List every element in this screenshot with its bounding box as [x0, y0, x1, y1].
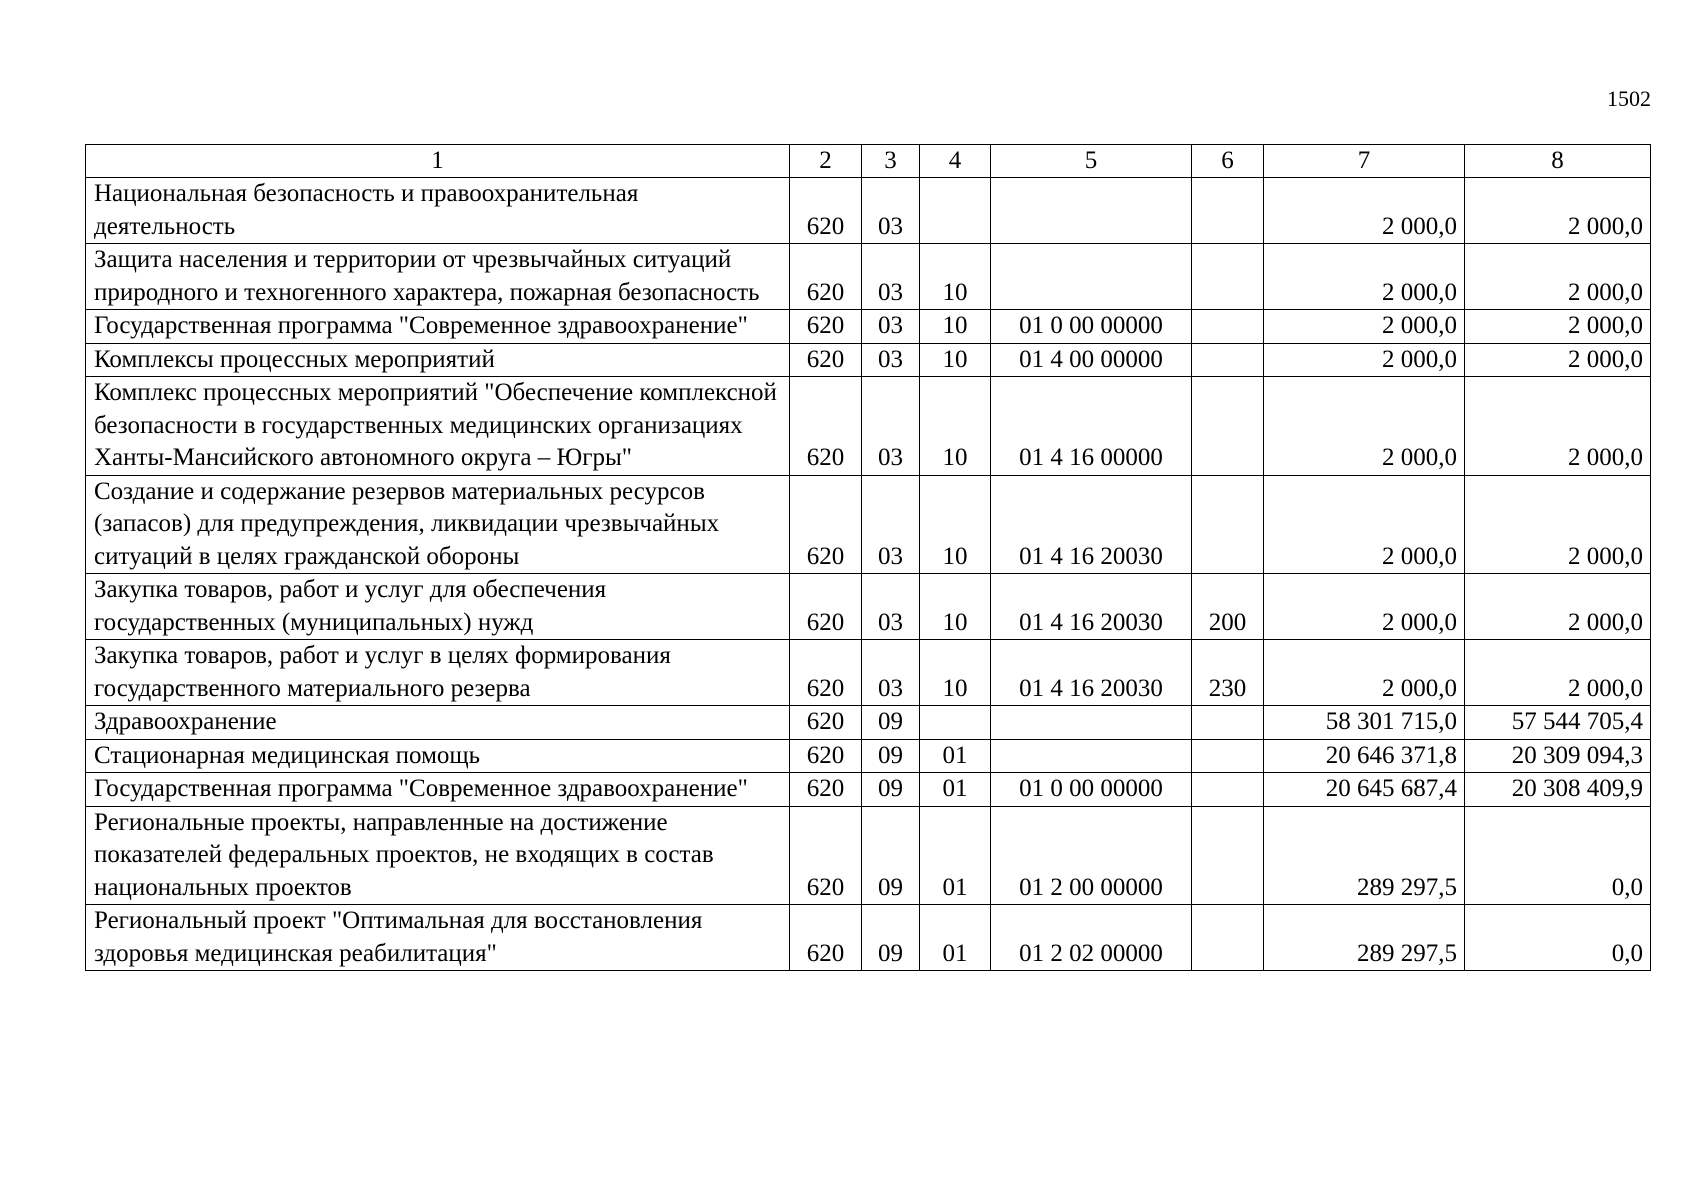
- row-expense-type-cell: [1192, 343, 1264, 377]
- table-row: [86, 640, 1651, 706]
- row-expense-type-cell: [1192, 244, 1264, 310]
- row-subsection-cell: 10: [920, 343, 991, 377]
- row-subsection-cell: 10: [920, 574, 991, 640]
- row-amount-1-cell: 20 645 687,4: [1264, 773, 1465, 807]
- row-amount-2-cell: 0,0: [1465, 905, 1651, 971]
- row-target-article-cell: [991, 739, 1192, 773]
- row-expense-type-cell: [1192, 706, 1264, 740]
- row-ved-cell: 620: [790, 706, 862, 740]
- row-subsection-cell: 10: [920, 475, 991, 574]
- row-subsection-cell: 01: [920, 905, 991, 971]
- row-expense-type-cell: [1192, 475, 1264, 574]
- row-ved-cell: 620: [790, 640, 862, 706]
- column-header: 4: [920, 145, 991, 178]
- table-row: [86, 905, 1651, 971]
- row-amount-1-cell: 2 000,0: [1264, 640, 1465, 706]
- row-ved-cell: 620: [790, 377, 862, 476]
- row-name-cell: Закупка товаров, работ и услуг для обеспечения государственных (муниципальных) нужд: [86, 574, 790, 640]
- row-amount-1-cell: 2 000,0: [1264, 343, 1465, 377]
- row-amount-1-cell: 20 646 371,8: [1264, 739, 1465, 773]
- column-header: 7: [1264, 145, 1465, 178]
- row-ved-cell: 620: [790, 310, 862, 344]
- row-expense-type-cell: [1192, 739, 1264, 773]
- row-expense-type-cell: [1192, 806, 1264, 905]
- row-subsection-cell: [920, 706, 991, 740]
- row-ved-cell: 620: [790, 574, 862, 640]
- row-target-article-cell: 01 4 16 20030: [991, 574, 1192, 640]
- column-header: 5: [991, 145, 1192, 178]
- row-expense-type-cell: [1192, 178, 1264, 244]
- table-row: [86, 244, 1651, 310]
- row-amount-1-cell: 2 000,0: [1264, 244, 1465, 310]
- row-name-cell: Национальная безопасность и правоохранительная деятельность: [86, 178, 790, 244]
- row-subsection-cell: 01: [920, 806, 991, 905]
- page-number: 1502: [1607, 86, 1651, 111]
- row-subsection-cell: 01: [920, 739, 991, 773]
- row-name-cell: Стационарная медицинская помощь: [86, 739, 790, 773]
- row-expense-type-cell: [1192, 773, 1264, 807]
- row-section-cell: 03: [862, 343, 920, 377]
- row-name-cell: Защита населения и территории от чрезвычайных ситуаций природного и техногенного характера, пожарная безопасность: [86, 244, 790, 310]
- row-amount-2-cell: 2 000,0: [1465, 640, 1651, 706]
- row-amount-2-cell: 20 309 094,3: [1465, 739, 1651, 773]
- column-header: 6: [1192, 145, 1264, 178]
- row-ved-cell: 620: [790, 178, 862, 244]
- row-section-cell: 03: [862, 310, 920, 344]
- row-amount-2-cell: 20 308 409,9: [1465, 773, 1651, 807]
- row-amount-1-cell: 2 000,0: [1264, 475, 1465, 574]
- row-amount-1-cell: 2 000,0: [1264, 377, 1465, 476]
- row-target-article-cell: 01 0 00 00000: [991, 310, 1192, 344]
- row-expense-type-cell: 230: [1192, 640, 1264, 706]
- row-amount-2-cell: 0,0: [1465, 806, 1651, 905]
- table-row: [86, 475, 1651, 574]
- row-subsection-cell: [920, 178, 991, 244]
- table-row: [86, 706, 1651, 740]
- row-subsection-cell: 10: [920, 244, 991, 310]
- row-subsection-cell: 10: [920, 377, 991, 476]
- row-name-cell: Государственная программа "Современное здравоохранение": [86, 310, 790, 344]
- row-section-cell: 03: [862, 377, 920, 476]
- row-section-cell: 09: [862, 739, 920, 773]
- row-ved-cell: 620: [790, 806, 862, 905]
- row-amount-2-cell: 2 000,0: [1465, 377, 1651, 476]
- row-amount-1-cell: 2 000,0: [1264, 574, 1465, 640]
- row-section-cell: 09: [862, 905, 920, 971]
- row-amount-2-cell: 2 000,0: [1465, 310, 1651, 344]
- row-name-cell: Здравоохранение: [86, 706, 790, 740]
- row-section-cell: 03: [862, 574, 920, 640]
- row-ved-cell: 620: [790, 773, 862, 807]
- row-section-cell: 09: [862, 773, 920, 807]
- row-amount-2-cell: 2 000,0: [1465, 343, 1651, 377]
- row-amount-2-cell: 2 000,0: [1465, 244, 1651, 310]
- row-subsection-cell: 10: [920, 640, 991, 706]
- row-name-cell: Региональный проект "Оптимальная для восстановления здоровья медицинская реабилитация": [86, 905, 790, 971]
- row-target-article-cell: [991, 706, 1192, 740]
- row-amount-1-cell: 289 297,5: [1264, 905, 1465, 971]
- row-target-article-cell: 01 2 00 00000: [991, 806, 1192, 905]
- row-target-article-cell: 01 4 16 20030: [991, 475, 1192, 574]
- row-amount-1-cell: 2 000,0: [1264, 310, 1465, 344]
- budget-table: [85, 144, 1651, 971]
- row-section-cell: 03: [862, 178, 920, 244]
- row-section-cell: 09: [862, 806, 920, 905]
- row-name-cell: Закупка товаров, работ и услуг в целях формирования государственного материального резерва: [86, 640, 790, 706]
- row-section-cell: 03: [862, 244, 920, 310]
- column-header: 1: [86, 145, 790, 178]
- column-header: 3: [862, 145, 920, 178]
- row-name-cell: Создание и содержание резервов материальных ресурсов (запасов) для предупреждения, ликвидации чрезвычайных ситуаций в целях гражданской обороны: [86, 475, 790, 574]
- table-row: [86, 377, 1651, 476]
- row-section-cell: 03: [862, 475, 920, 574]
- row-expense-type-cell: 200: [1192, 574, 1264, 640]
- table-row: [86, 574, 1651, 640]
- row-expense-type-cell: [1192, 905, 1264, 971]
- row-name-cell: Комплекс процессных мероприятий "Обеспечение комплексной безопасности в государственных медицинских организациях Ханты-Мансийского автономного округа – Югры": [86, 377, 790, 476]
- table-row: [86, 343, 1651, 377]
- table-row: [86, 806, 1651, 905]
- row-amount-2-cell: 2 000,0: [1465, 178, 1651, 244]
- table-row: [86, 178, 1651, 244]
- row-name-cell: Комплексы процессных мероприятий: [86, 343, 790, 377]
- row-target-article-cell: [991, 244, 1192, 310]
- header-row: [86, 145, 1651, 178]
- row-name-cell: Региональные проекты, направленные на достижение показателей федеральных проектов, не входящих в состав национальных проектов: [86, 806, 790, 905]
- row-target-article-cell: [991, 178, 1192, 244]
- column-header: 8: [1465, 145, 1651, 178]
- row-expense-type-cell: [1192, 310, 1264, 344]
- row-ved-cell: 620: [790, 905, 862, 971]
- row-amount-1-cell: 58 301 715,0: [1264, 706, 1465, 740]
- table-row: [86, 773, 1651, 807]
- table-row: [86, 310, 1651, 344]
- row-ved-cell: 620: [790, 739, 862, 773]
- row-target-article-cell: 01 2 02 00000: [991, 905, 1192, 971]
- row-target-article-cell: 01 4 16 20030: [991, 640, 1192, 706]
- row-target-article-cell: 01 4 16 00000: [991, 377, 1192, 476]
- row-target-article-cell: 01 0 00 00000: [991, 773, 1192, 807]
- row-ved-cell: 620: [790, 343, 862, 377]
- table-body: [86, 178, 1651, 971]
- row-section-cell: 03: [862, 640, 920, 706]
- column-header: 2: [790, 145, 862, 178]
- row-amount-2-cell: 57 544 705,4: [1465, 706, 1651, 740]
- row-amount-1-cell: 289 297,5: [1264, 806, 1465, 905]
- row-amount-2-cell: 2 000,0: [1465, 574, 1651, 640]
- row-ved-cell: 620: [790, 244, 862, 310]
- row-target-article-cell: 01 4 00 00000: [991, 343, 1192, 377]
- table-row: [86, 739, 1651, 773]
- row-subsection-cell: 01: [920, 773, 991, 807]
- row-amount-1-cell: 2 000,0: [1264, 178, 1465, 244]
- row-subsection-cell: 10: [920, 310, 991, 344]
- row-name-cell: Государственная программа "Современное здравоохранение": [86, 773, 790, 807]
- row-amount-2-cell: 2 000,0: [1465, 475, 1651, 574]
- row-section-cell: 09: [862, 706, 920, 740]
- row-expense-type-cell: [1192, 377, 1264, 476]
- row-ved-cell: 620: [790, 475, 862, 574]
